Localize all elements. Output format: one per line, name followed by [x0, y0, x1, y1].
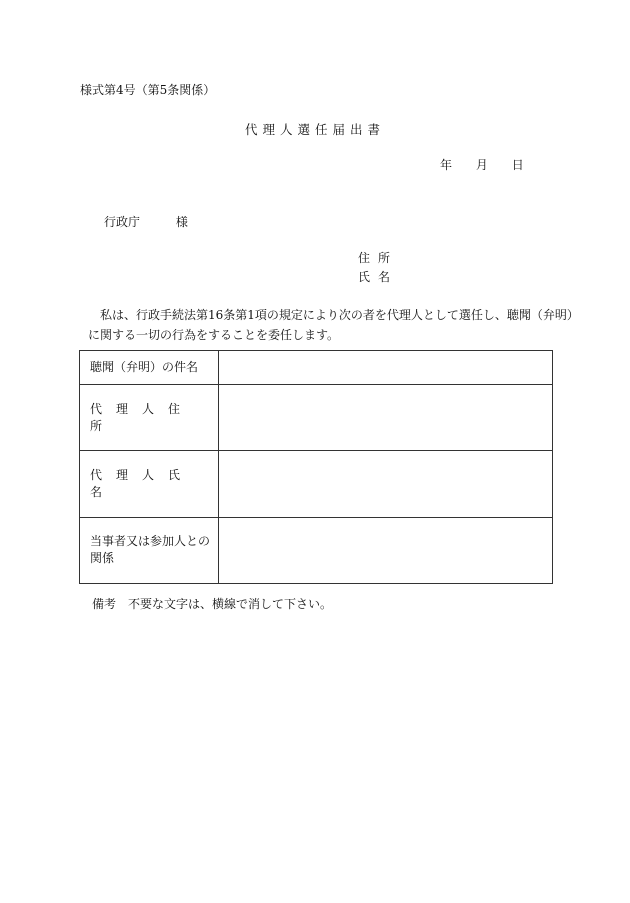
table-row: [80, 451, 553, 517]
table-row: [80, 517, 553, 583]
row-label-agent-address: 代理人住所: [80, 385, 219, 451]
remarks-note: 備考 不要な文字は、横線で消して下さい。: [92, 597, 333, 611]
row-label-agent-name: 代理人氏名: [80, 451, 219, 517]
applicant-name-label: 氏名: [358, 270, 399, 284]
row-label-case-name: 聴聞（弁明）の件名: [80, 351, 219, 385]
table-row: [80, 385, 553, 451]
recipient-honorific: 様: [175, 215, 188, 229]
row-value-case-name[interactable]: [219, 351, 553, 385]
date-line: [440, 156, 544, 173]
date-year: 年: [440, 158, 453, 172]
body-text-line-1: 私は、行政手続法第16条第1項の規定により次の者を代理人として選任し、聴聞（弁明）: [100, 308, 579, 322]
row-value-relationship[interactable]: [219, 517, 553, 583]
form-number: 様式第4号（第5条関係）: [80, 83, 216, 97]
document-title: 代理人選任届出書: [244, 122, 385, 137]
applicant-address-label: 住所: [358, 251, 399, 265]
row-value-agent-name[interactable]: [219, 451, 553, 517]
body-text-line-2: に関する一切の行為をすることを委任します。: [88, 328, 340, 342]
table-row: [80, 351, 553, 385]
agent-info-table: [79, 350, 553, 584]
recipient-line: [104, 213, 188, 230]
date-month: 月: [475, 158, 488, 172]
recipient-agency: 行政庁: [104, 215, 141, 229]
row-label-relationship: 当事者又は参加人との関係: [80, 517, 219, 583]
date-day: 日: [511, 158, 524, 172]
row-value-agent-address[interactable]: [219, 385, 553, 451]
